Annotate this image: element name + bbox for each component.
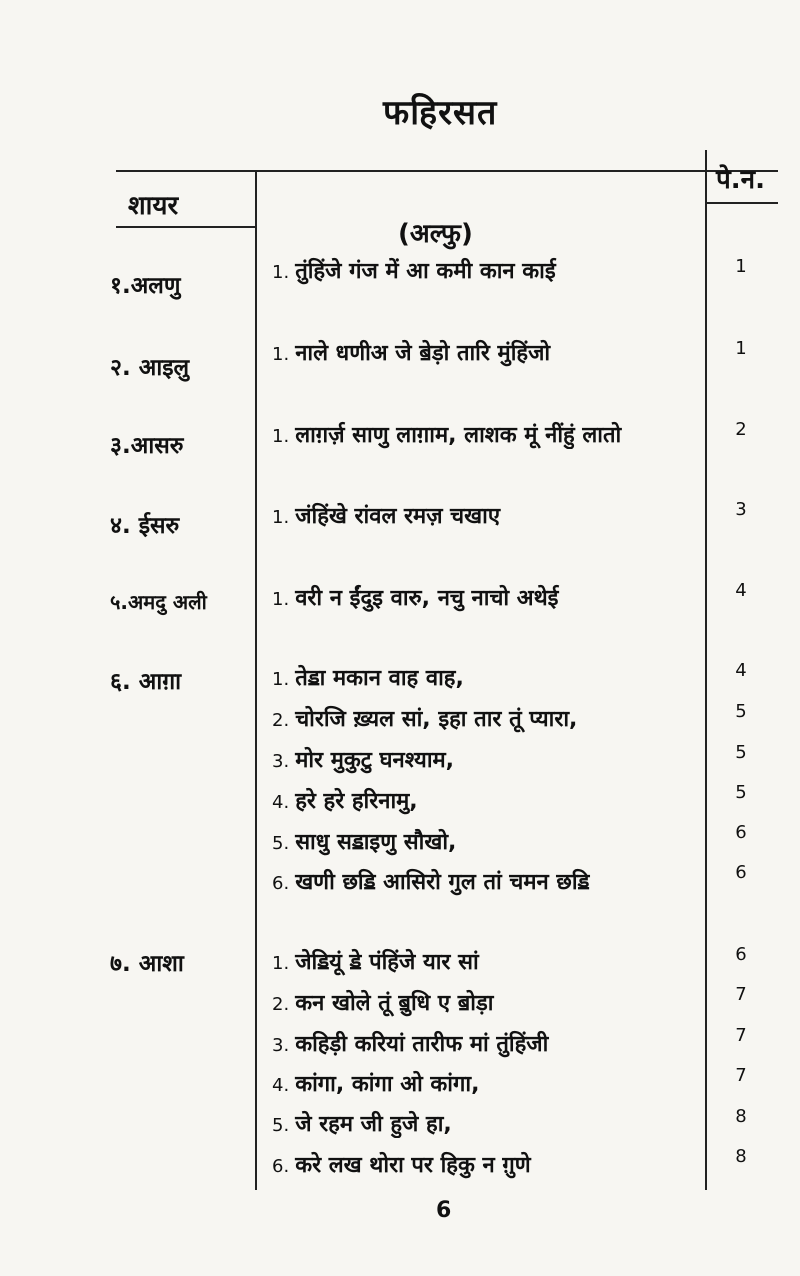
poet-name: ६. आग़ा (110, 669, 182, 695)
poem-title: तुंहिंजे गंज में आ कमी कान काई (295, 259, 556, 284)
poem-title: खणी छॾि आसिरो गुल तां चमन छॾि (295, 870, 590, 895)
poem-number: 1. (272, 589, 290, 610)
poem-title: हरे हरे हरिनामु, (295, 789, 418, 814)
poem-entry (272, 703, 704, 733)
poet-name: ४. ईसरु (110, 513, 180, 539)
poem-number: 4. (272, 1075, 290, 1096)
poem-title: नाले धणीअ जे ॿेड़ो तारि मुंहिंजो (295, 341, 551, 366)
poem-title: वरी न ईंदुइ वारु, नचु नाचो अथेई (295, 586, 559, 611)
poem-number: 3. (272, 751, 290, 772)
poem-number: 5. (272, 1115, 290, 1136)
poet-name: ३.आसरु (110, 433, 184, 459)
poem-number: 2. (272, 994, 290, 1015)
poem-title: साधु सॾाइणु सौखो, (295, 830, 457, 855)
poem-number: 4. (272, 792, 290, 813)
page-title: फहिरसत (383, 93, 498, 133)
poem-title: जे रहम जी हुजे हा, (295, 1112, 452, 1137)
poem-entry (272, 419, 704, 449)
poem-number: 1. (272, 344, 290, 365)
poem-entry (272, 337, 704, 367)
poem-title: जेॾियूं ॾे पंहिंजे यार सां (295, 950, 479, 975)
page-ref: 1 (735, 256, 747, 277)
poem-number: 6. (272, 1156, 290, 1177)
page-ref: 6 (735, 944, 747, 965)
page-ref: 4 (735, 580, 747, 601)
page-ref: 6 (735, 862, 747, 883)
page-ref: 5 (735, 782, 747, 803)
page-number: 6 (436, 1198, 452, 1223)
poem-title: करे लख थोरा पर हिकु न ग़ुणे (295, 1153, 531, 1178)
poem-entry (272, 785, 704, 815)
poem-entry (272, 255, 704, 285)
poet-column-header: शायर (128, 191, 179, 221)
poem-number: 2. (272, 710, 290, 731)
poem-number: 1. (272, 262, 290, 283)
column-divider-poet (255, 170, 257, 1190)
poem-title: चोरजि ख़्यल सां, इहा तार तूं प्यारा, (295, 707, 578, 732)
poet-name: १.अलणु (110, 273, 181, 299)
poem-entry (272, 582, 704, 612)
poem-entry (272, 500, 704, 530)
poem-number: 6. (272, 873, 290, 894)
poem-number: 3. (272, 1035, 290, 1056)
poem-title: मोर मुकुटु घनश्याम, (295, 748, 455, 773)
poem-number: 1. (272, 669, 290, 690)
poem-entry (272, 1068, 704, 1098)
poet-name: ५.अमदु अली (110, 590, 207, 614)
page-ref: 7 (735, 1025, 747, 1046)
poem-entry (272, 1149, 704, 1179)
poem-entry (272, 662, 704, 692)
page-ref: 7 (735, 1065, 747, 1086)
poem-number: 1. (272, 426, 290, 447)
poem-title: जंहिंखे रांवल रमज़ चखाए (295, 504, 501, 529)
page-ref: 3 (735, 499, 747, 520)
section-label: (अल्फु) (398, 219, 473, 249)
table-top-rule (116, 170, 778, 172)
poem-entry (272, 1028, 704, 1058)
poem-entry (272, 1108, 704, 1138)
page-ref: 7 (735, 984, 747, 1005)
poem-number: 5. (272, 833, 290, 854)
page-ref: 1 (735, 338, 747, 359)
header-rule-left (116, 226, 256, 228)
poem-title: लाग़र्ज़ साणु लाग़ाम, लाशक मूं नींहुं लातो (295, 423, 622, 448)
poem-entry (272, 946, 704, 976)
page-ref: 6 (735, 822, 747, 843)
poem-title: कांगा, कांगा ओ कांगा, (295, 1072, 480, 1097)
poem-number: 1. (272, 953, 290, 974)
poem-entry (272, 866, 704, 896)
page-column-header: पे.न. (716, 165, 765, 195)
page-ref: 5 (735, 742, 747, 763)
page-ref: 8 (735, 1106, 747, 1127)
poet-name: २. आइलु (110, 355, 190, 381)
page-ref: 2 (735, 419, 747, 440)
poem-entry (272, 744, 704, 774)
poem-number: 1. (272, 507, 290, 528)
page-ref: 5 (735, 701, 747, 722)
poem-entry (272, 826, 704, 856)
poem-title: कहिड़ी करियां तारीफ मां तुंहिंजी (295, 1032, 549, 1057)
poem-entry (272, 987, 704, 1017)
poet-name: ७. आशा (110, 951, 184, 977)
page-ref: 8 (735, 1146, 747, 1167)
poem-title: तेॾा मकान वाह वाह, (295, 666, 464, 691)
header-rule-right (706, 202, 778, 204)
page-ref: 4 (735, 660, 747, 681)
poem-title: कन खोले तूं ॿुधि ए ॿोड़ा (295, 991, 494, 1016)
